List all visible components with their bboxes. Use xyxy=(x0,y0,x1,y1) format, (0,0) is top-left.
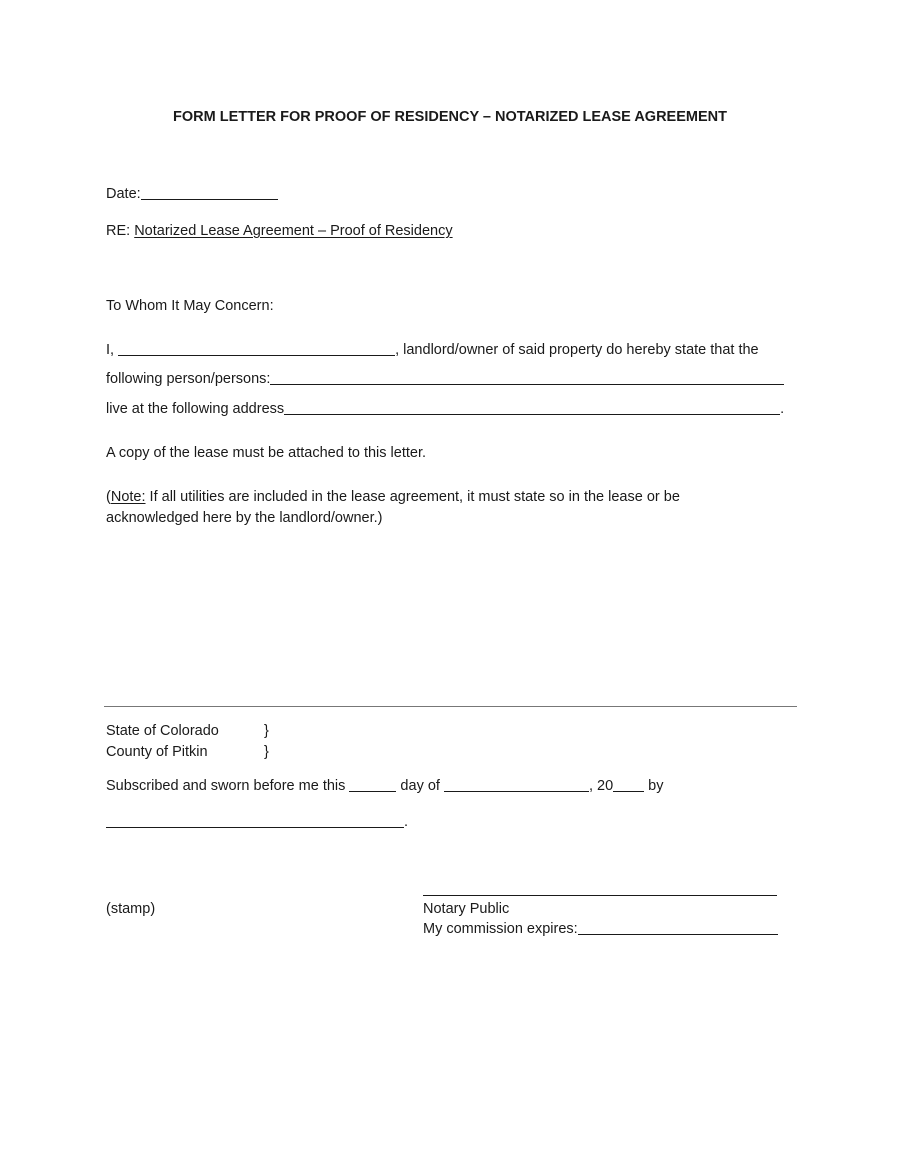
persons-label: following person/persons: xyxy=(106,371,271,387)
statement-prefix: I, xyxy=(106,342,119,358)
statement-after-blank: , landlord/owner of said property do hereby state that the xyxy=(395,342,759,358)
sworn-month-blank[interactable] xyxy=(444,777,589,792)
sworn-year-blank[interactable] xyxy=(613,777,644,792)
notary-public-label: Notary Public xyxy=(423,901,510,917)
note-open-paren: ( xyxy=(106,489,111,505)
persons-blank[interactable] xyxy=(270,370,784,385)
re-prefix: RE: xyxy=(106,223,135,239)
venue-county: County of Pitkin xyxy=(106,744,208,760)
notary-signature-line[interactable] xyxy=(423,895,777,896)
note-line-1-text: If all utilities are included in the lease agreement, it must state so in the lease or be xyxy=(145,489,680,505)
date-blank[interactable] xyxy=(141,185,278,200)
statement-line-2 xyxy=(106,370,784,388)
date-label: Date: xyxy=(106,186,141,202)
utilities-note-line-1 xyxy=(106,488,680,506)
venue-brace-county: } xyxy=(264,744,269,760)
statement-line-1 xyxy=(106,341,759,359)
stamp-label: (stamp) xyxy=(106,901,156,917)
venue-state: State of Colorado xyxy=(106,723,219,739)
date-line xyxy=(106,185,278,203)
commission-label: My commission expires: xyxy=(423,921,578,937)
affiant-name-blank[interactable] xyxy=(106,813,404,828)
address-blank[interactable] xyxy=(284,400,780,415)
document-title: FORM LETTER FOR PROOF OF RESIDENCY – NOTARIZED LEASE AGREEMENT xyxy=(173,109,727,125)
note-label: Note: xyxy=(110,489,146,505)
venue-brace-state: } xyxy=(264,723,269,739)
affiant-name-line xyxy=(106,813,408,831)
lease-copy-note: A copy of the lease must be attached to this letter. xyxy=(106,445,426,461)
sworn-comma-twenty: , 20 xyxy=(588,778,614,794)
commission-line xyxy=(423,920,778,938)
address-end: . xyxy=(780,401,785,417)
re-subject: Notarized Lease Agreement – Proof of Residency xyxy=(134,223,453,239)
re-line xyxy=(106,222,453,240)
utilities-note-line-2: acknowledged here by the landlord/owner.) xyxy=(106,510,383,526)
sworn-by: by xyxy=(644,778,664,794)
affiant-name-end: . xyxy=(404,814,409,830)
commission-blank[interactable] xyxy=(578,920,778,935)
sworn-line xyxy=(106,777,664,795)
landlord-name-blank[interactable] xyxy=(118,341,395,356)
sworn-prefix: Subscribed and sworn before me this xyxy=(106,778,350,794)
sworn-day-blank[interactable] xyxy=(349,777,396,792)
salutation: To Whom It May Concern: xyxy=(106,298,274,314)
sworn-day-of: day of xyxy=(396,778,444,794)
address-label: live at the following address xyxy=(106,401,285,417)
section-divider xyxy=(104,706,797,707)
statement-line-3 xyxy=(106,400,784,418)
